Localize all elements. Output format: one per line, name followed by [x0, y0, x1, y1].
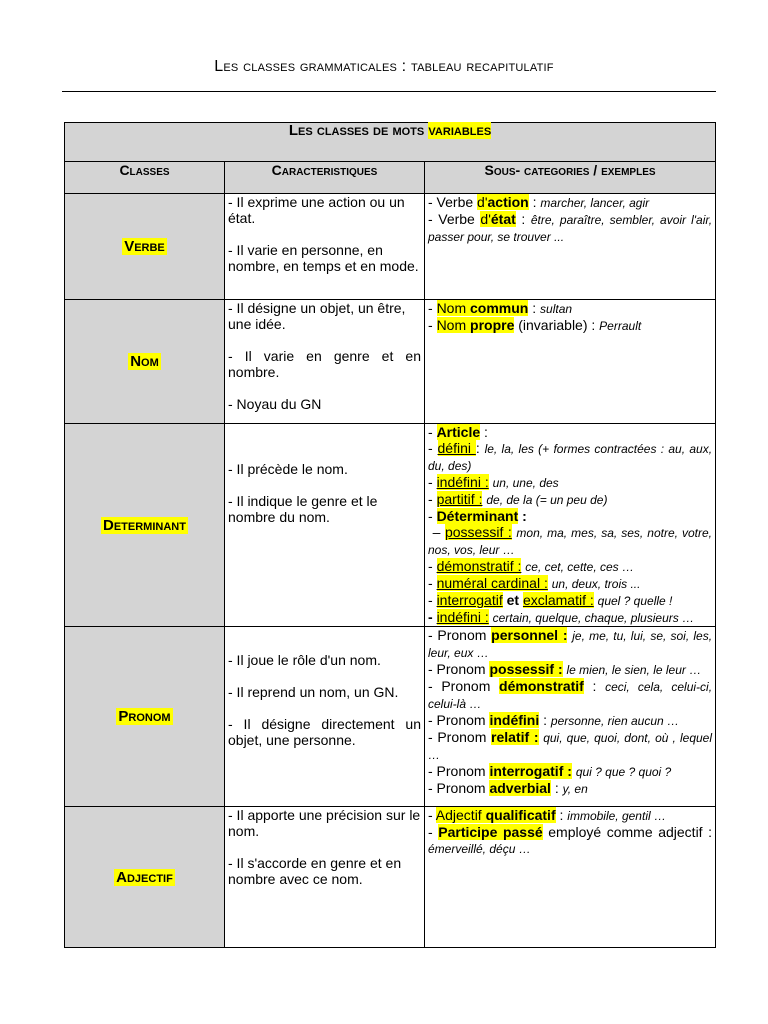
sub-cell	[425, 424, 716, 627]
text: :	[555, 807, 568, 823]
example: le, la, les (+ formes contractées : au, aux, du, des)	[428, 442, 713, 473]
class-name: Verbe	[124, 238, 165, 255]
text: - Pronom	[428, 780, 490, 796]
sub-cell	[425, 807, 716, 948]
summary-table	[64, 122, 716, 948]
highlight-bold: Article	[436, 424, 481, 440]
highlight-bold: adverbial	[489, 780, 551, 796]
carac-line: - Il reprend un nom, un GN.	[228, 683, 399, 700]
col-header-classes: Classes	[65, 162, 225, 194]
highlight-bold: qualificatif	[485, 807, 556, 823]
sub-line: - Déterminant :	[428, 508, 527, 524]
highlight-bold: état	[490, 211, 516, 227]
class-cell-adjectif	[65, 807, 225, 948]
highlight-bold: possessif :	[489, 661, 563, 677]
highlight: Adjectif	[435, 807, 486, 823]
text: :	[539, 712, 551, 728]
example: ceci, cela, celui-ci, celui-là …	[428, 680, 713, 711]
highlight-bold: commun	[470, 300, 529, 316]
example: quel ? quelle !	[597, 594, 673, 608]
document-title: Les classes grammaticales : tableau recapitulatif	[214, 58, 554, 75]
example: émerveillé, déçu …	[428, 842, 531, 856]
sub-line	[428, 661, 712, 678]
text: :	[583, 678, 606, 694]
carac-line: - Il varie en personne, en nombre, en temps et en mode.	[228, 242, 419, 274]
highlight: défini	[437, 440, 476, 456]
class-cell-nom	[65, 300, 225, 424]
sub-line: – possessif : mon, ma, mes, sa, ses, notre, votre, nos, vos, leur …	[428, 524, 713, 557]
carac-line: - Il désigne un objet, un être, une idée.	[228, 300, 406, 332]
sub-line: - partitif : de, de la (= un peu de)	[428, 491, 608, 507]
highlight: partitif :	[436, 491, 483, 507]
title-rule	[62, 91, 716, 92]
class-cell-verbe	[65, 194, 225, 300]
example: personne, rien aucun …	[550, 714, 680, 728]
sub-line: - démonstratif : ce, cet, cette, ces …	[428, 558, 634, 574]
carac-line: - Il varie en genre et en nombre.	[228, 348, 421, 380]
class-name: Determinant	[103, 516, 186, 534]
example: immobile, gentil …	[567, 809, 666, 823]
table-row	[65, 194, 716, 300]
carac-line: - Noyau du GN	[228, 396, 322, 412]
carac-line: - Il désigne directement un objet, une personne.	[228, 715, 421, 748]
sub-line: - indéfini : un, une, des	[428, 474, 559, 490]
carac-line: - Il indique le genre et le nombre du nom.	[228, 493, 378, 525]
carac-cell	[225, 627, 425, 807]
sub-line	[428, 763, 712, 780]
col-header-caracteristiques: Caracteristiques	[225, 162, 425, 194]
sub-line	[428, 194, 712, 211]
sub-line: - indéfini : certain, quelque, chaque, plusieurs …	[428, 609, 695, 625]
highlight: Nom	[436, 317, 471, 333]
table-title	[65, 123, 716, 162]
highlight: interrogatif	[436, 592, 503, 608]
carac-cell	[225, 300, 425, 424]
table-row	[65, 627, 716, 807]
highlight-bold: action	[487, 194, 529, 210]
text: employé comme adjectif :	[542, 824, 713, 840]
sub-line	[428, 317, 712, 334]
sub-line	[428, 807, 712, 824]
text: - Pronom	[428, 627, 492, 643]
sub-cell	[425, 194, 716, 300]
text: - Pronom	[428, 661, 490, 677]
highlight-bold: Déterminant	[436, 508, 519, 524]
example: qui, que, quoi, dont, où , lequel …	[428, 731, 713, 762]
highlight: d'	[477, 194, 488, 210]
example: un, une, des	[492, 476, 559, 490]
sub-line	[428, 211, 712, 245]
example: y, en	[562, 782, 588, 796]
text: - Verbe	[428, 194, 478, 210]
highlight-bold: propre	[470, 317, 515, 333]
text: et	[502, 592, 523, 608]
carac-line: - Il apporte une précision sur le nom.	[228, 807, 421, 839]
carac-cell	[225, 194, 425, 300]
highlight-bold: relatif :	[491, 729, 539, 745]
example: ce, cet, cette, ces …	[525, 560, 634, 574]
example: sultan	[540, 302, 573, 316]
text: :	[528, 194, 541, 210]
text: -	[428, 317, 437, 333]
text: - Pronom	[428, 678, 500, 694]
example: de, de la (= un peu de)	[486, 493, 608, 507]
text: - Pronom	[428, 729, 492, 745]
sub-line	[428, 678, 712, 712]
text: - Pronom	[428, 712, 490, 728]
text: - Pronom	[428, 763, 490, 779]
class-name: Adjectif	[116, 868, 173, 886]
text: :	[518, 508, 527, 524]
example: un, deux, trois ...	[551, 577, 641, 591]
sub-cell	[425, 300, 716, 424]
text: :	[515, 211, 531, 227]
table-title-highlight: variables	[428, 122, 492, 139]
sub-line: - interrogatif et exclamatif : quel ? quelle !	[428, 592, 673, 608]
table-title-prefix: Les classes de mots	[288, 122, 429, 139]
example: certain, quelque, chaque, plusieurs …	[492, 611, 695, 625]
carac-line: - Il s'accorde en genre et en nombre avec ce nom.	[228, 855, 402, 887]
highlight-bold: indéfini	[489, 712, 540, 728]
highlight: possessif :	[444, 524, 512, 540]
class-cell-pronom	[65, 627, 225, 807]
carac-cell	[225, 424, 425, 627]
carac-line: - Il précède le nom.	[228, 461, 348, 477]
carac-cell	[225, 807, 425, 948]
table-row	[65, 807, 716, 948]
carac-line: - Il joue le rôle d'un nom.	[228, 651, 381, 668]
highlight: d'	[480, 211, 491, 227]
text: -	[428, 824, 439, 840]
class-name: Nom	[130, 353, 159, 370]
sub-line: - défini : le, la, les (+ formes contractées : au, aux, du, des)	[428, 440, 713, 473]
highlight: indéfini :	[436, 474, 489, 490]
highlight-bold: interrogatif :	[489, 763, 572, 779]
text: (invariable) :	[514, 317, 600, 333]
text: - Verbe	[428, 211, 481, 227]
example: qui ? que ? quoi ?	[575, 765, 672, 779]
example: marcher, lancer, agir	[540, 196, 650, 210]
sub-line	[428, 780, 712, 797]
example: je, me, tu, lui, se, soi, les, leur, eux …	[428, 629, 713, 660]
highlight: indéfini :	[436, 609, 489, 625]
col-header-sous-categories: Sous- categories / exemples	[425, 162, 716, 194]
sub-line	[428, 729, 712, 763]
class-cell-determinant	[65, 424, 225, 627]
highlight: exclamatif :	[522, 592, 594, 608]
sub-cell	[425, 627, 716, 807]
highlight-bold: Participe passé	[438, 824, 543, 840]
highlight: numéral cardinal :	[436, 575, 548, 591]
sub-line	[428, 712, 712, 729]
highlight-bold: personnel :	[491, 627, 568, 643]
text: :	[550, 780, 563, 796]
sub-line	[428, 627, 712, 661]
sub-line: - Article :	[428, 424, 488, 440]
text: :	[528, 300, 541, 316]
table-row	[65, 424, 716, 627]
text: -	[428, 300, 437, 316]
text: :	[480, 424, 488, 440]
example: mon, ma, mes, sa, ses, notre, votre, nos, vos, leur …	[428, 526, 713, 557]
highlight: Nom	[436, 300, 471, 316]
highlight-bold: démonstratif	[499, 678, 584, 694]
carac-line: - Il exprime une action ou un état.	[228, 194, 405, 226]
text: -	[428, 807, 436, 823]
example: le mien, le sien, le leur …	[566, 663, 702, 677]
sub-line: - numéral cardinal : un, deux, trois ...	[428, 575, 641, 591]
sub-line	[428, 824, 712, 857]
table-row	[65, 300, 716, 424]
sub-line	[428, 300, 712, 317]
example: Perrault	[599, 319, 642, 333]
example: être, paraître, sembler, avoir l'air, passer pour, se trouver ...	[428, 213, 713, 244]
class-name: Pronom	[118, 708, 171, 725]
highlight: démonstratif :	[436, 558, 522, 574]
